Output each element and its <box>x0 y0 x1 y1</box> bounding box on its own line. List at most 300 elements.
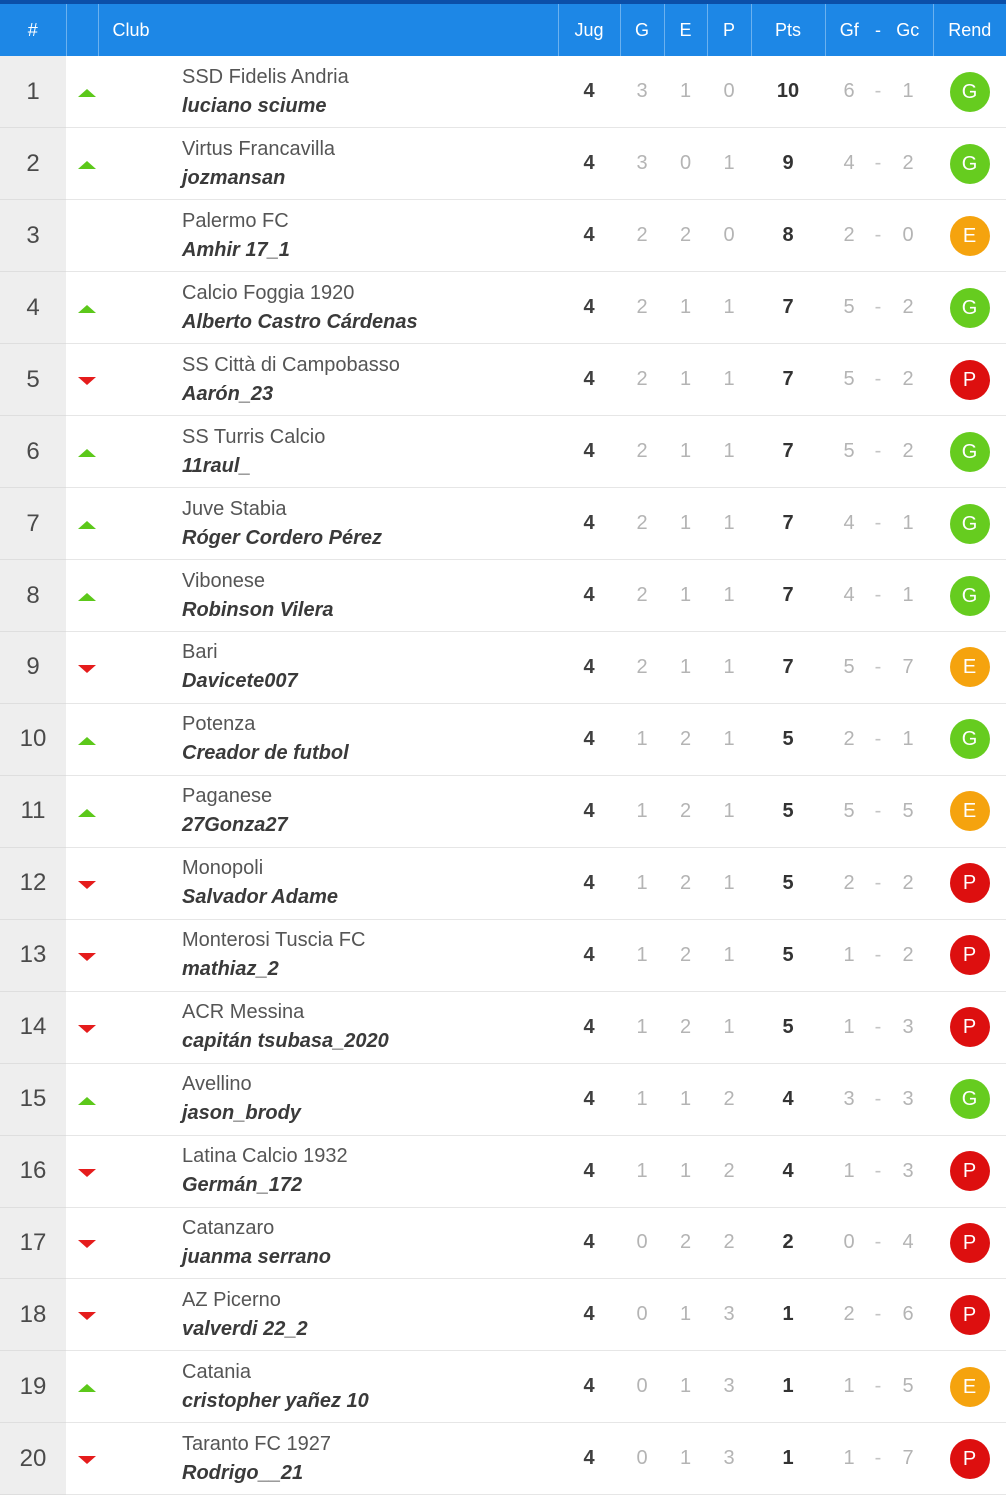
lost-cell: 1 <box>707 344 751 416</box>
form-cell <box>933 847 1006 919</box>
position-cell: 20 <box>0 1423 66 1495</box>
form-cell <box>933 488 1006 560</box>
goals-against-cell: 2 <box>883 344 933 416</box>
form-badge: P <box>950 1439 990 1479</box>
points-cell: 1 <box>751 1279 825 1351</box>
club-cell[interactable] <box>98 775 558 847</box>
goals-for-cell: 1 <box>825 919 873 991</box>
points-cell: 5 <box>751 703 825 775</box>
played-cell: 4 <box>558 1351 620 1423</box>
lost-cell: 3 <box>707 1279 751 1351</box>
goals-for-cell: 5 <box>825 632 873 704</box>
goals-for-cell: 5 <box>825 272 873 344</box>
trend-cell <box>66 488 98 560</box>
manager-name[interactable]: valverdi 22_2 <box>182 1317 308 1340</box>
club-cell[interactable] <box>98 1207 558 1279</box>
drawn-cell: 1 <box>664 632 707 704</box>
table-row[interactable] <box>0 272 1006 344</box>
goals-for-cell: 2 <box>825 847 873 919</box>
trend-cell <box>66 1135 98 1207</box>
team-name[interactable]: SS Turris Calcio <box>182 425 326 448</box>
position-cell: 13 <box>0 919 66 991</box>
club-cell[interactable] <box>98 847 558 919</box>
drawn-cell: 2 <box>664 847 707 919</box>
lost-cell: 1 <box>707 703 751 775</box>
points-cell: 4 <box>751 1063 825 1135</box>
drawn-cell: 2 <box>664 1207 707 1279</box>
won-cell: 0 <box>620 1279 664 1351</box>
played-cell: 4 <box>558 272 620 344</box>
manager-name[interactable]: Aarón_23 <box>182 382 274 405</box>
trend-cell <box>66 200 98 272</box>
goals-against-cell: 0 <box>883 200 933 272</box>
team-name[interactable]: Avellino <box>182 1073 252 1096</box>
table-row[interactable] <box>0 1279 1006 1351</box>
won-cell: 1 <box>620 775 664 847</box>
trend-cell <box>66 703 98 775</box>
header-pts[interactable]: Pts <box>751 4 825 56</box>
points-cell: 7 <box>751 344 825 416</box>
team-name[interactable]: Monopoli <box>182 857 264 880</box>
played-cell: 4 <box>558 1207 620 1279</box>
table-row[interactable] <box>0 488 1006 560</box>
goals-separator: - <box>873 1063 883 1135</box>
form-badge: P <box>950 1223 990 1263</box>
club-cell[interactable] <box>98 416 558 488</box>
form-badge: P <box>950 935 990 975</box>
won-cell: 3 <box>620 128 664 200</box>
position-cell: 14 <box>0 991 66 1063</box>
form-cell <box>933 1351 1006 1423</box>
team-name[interactable]: Monterosi Tuscia FC <box>182 929 366 952</box>
trend-cell <box>66 1423 98 1495</box>
lost-cell: 2 <box>707 1063 751 1135</box>
club-cell[interactable] <box>98 488 558 560</box>
lost-cell: 2 <box>707 1135 751 1207</box>
trend-up-icon <box>78 89 96 97</box>
team-name[interactable]: Virtus Francavilla <box>182 137 336 160</box>
form-cell <box>933 272 1006 344</box>
goals-separator: - <box>873 488 883 560</box>
position-cell: 16 <box>0 1135 66 1207</box>
goals-against-cell: 1 <box>883 56 933 128</box>
trend-down-icon <box>78 1240 96 1248</box>
played-cell: 4 <box>558 416 620 488</box>
table-row[interactable] <box>0 1063 1006 1135</box>
header-jug[interactable]: Jug <box>558 4 620 56</box>
form-badge: G <box>950 719 990 759</box>
trend-up-icon <box>78 737 96 745</box>
form-cell <box>933 56 1006 128</box>
table-row[interactable] <box>0 703 1006 775</box>
table-row[interactable] <box>0 919 1006 991</box>
team-name[interactable]: Vibonese <box>182 569 266 592</box>
goals-separator: - <box>873 1207 883 1279</box>
form-cell <box>933 200 1006 272</box>
goals-for-cell: 4 <box>825 488 873 560</box>
played-cell: 4 <box>558 1423 620 1495</box>
form-cell <box>933 416 1006 488</box>
drawn-cell: 2 <box>664 775 707 847</box>
manager-name[interactable]: Amhir 17_1 <box>182 238 290 261</box>
trend-cell <box>66 272 98 344</box>
table-row[interactable] <box>0 128 1006 200</box>
drawn-cell: 1 <box>664 560 707 632</box>
trend-cell <box>66 919 98 991</box>
club-cell[interactable] <box>98 703 558 775</box>
played-cell: 4 <box>558 200 620 272</box>
won-cell: 0 <box>620 1351 664 1423</box>
won-cell: 1 <box>620 919 664 991</box>
manager-name[interactable]: Creador de futbol <box>182 742 349 765</box>
manager-name[interactable]: Robinson Vilera <box>182 598 334 621</box>
club-cell[interactable] <box>98 272 558 344</box>
team-name[interactable]: Juve Stabia <box>182 497 287 520</box>
trend-cell <box>66 847 98 919</box>
trend-down-icon <box>78 1312 96 1320</box>
form-badge: E <box>950 791 990 831</box>
manager-name[interactable]: 27Gonza27 <box>182 814 288 837</box>
played-cell: 4 <box>558 1279 620 1351</box>
team-name[interactable]: ACR Messina <box>182 1001 305 1024</box>
club-cell[interactable] <box>98 344 558 416</box>
form-badge: E <box>950 216 990 256</box>
points-cell: 1 <box>751 1351 825 1423</box>
table-row[interactable] <box>0 560 1006 632</box>
position-cell: 1 <box>0 56 66 128</box>
manager-name[interactable]: Rodrigo__21 <box>182 1461 304 1484</box>
header-dash: - <box>875 19 881 40</box>
team-name[interactable]: Latina Calcio 1932 <box>182 1145 348 1168</box>
club-cell[interactable] <box>98 560 558 632</box>
table-row[interactable] <box>0 416 1006 488</box>
trend-up-icon <box>78 1384 96 1392</box>
goals-for-cell: 4 <box>825 560 873 632</box>
lost-cell: 1 <box>707 272 751 344</box>
goals-against-cell: 6 <box>883 1279 933 1351</box>
position-cell: 17 <box>0 1207 66 1279</box>
form-badge: E <box>950 1367 990 1407</box>
form-cell <box>933 128 1006 200</box>
team-name[interactable]: Bari <box>182 641 218 664</box>
played-cell: 4 <box>558 1135 620 1207</box>
goals-against-cell: 3 <box>883 991 933 1063</box>
goals-separator: - <box>873 56 883 128</box>
table-row[interactable] <box>0 1351 1006 1423</box>
table-row[interactable] <box>0 56 1006 128</box>
manager-name[interactable]: 11raul_ <box>182 454 251 477</box>
table-row[interactable] <box>0 200 1006 272</box>
goals-against-cell: 2 <box>883 919 933 991</box>
drawn-cell: 1 <box>664 1135 707 1207</box>
table-row[interactable] <box>0 775 1006 847</box>
won-cell: 0 <box>620 1207 664 1279</box>
table-row[interactable] <box>0 847 1006 919</box>
manager-name[interactable]: jason_brody <box>182 1102 301 1125</box>
played-cell: 4 <box>558 488 620 560</box>
played-cell: 4 <box>558 703 620 775</box>
won-cell: 1 <box>620 703 664 775</box>
form-cell <box>933 1063 1006 1135</box>
form-cell <box>933 632 1006 704</box>
club-cell[interactable] <box>98 991 558 1063</box>
form-badge: G <box>950 72 990 112</box>
lost-cell: 1 <box>707 560 751 632</box>
lost-cell: 0 <box>707 200 751 272</box>
points-cell: 7 <box>751 488 825 560</box>
won-cell: 1 <box>620 1063 664 1135</box>
trend-down-icon <box>78 881 96 889</box>
goals-against-cell: 1 <box>883 488 933 560</box>
drawn-cell: 1 <box>664 488 707 560</box>
trend-cell <box>66 344 98 416</box>
table-header <box>0 4 1006 56</box>
trend-cell <box>66 56 98 128</box>
manager-name[interactable]: mathiaz_2 <box>182 958 279 981</box>
trend-up-icon <box>78 521 96 529</box>
manager-name[interactable]: Alberto Castro Cárdenas <box>182 310 418 333</box>
header-club[interactable]: Club <box>98 4 558 56</box>
goals-separator: - <box>873 703 883 775</box>
club-cell[interactable] <box>98 1135 558 1207</box>
position-cell: 19 <box>0 1351 66 1423</box>
position-cell: 6 <box>0 416 66 488</box>
club-cell[interactable] <box>98 56 558 128</box>
form-cell <box>933 1423 1006 1495</box>
goals-against-cell: 1 <box>883 560 933 632</box>
trend-cell <box>66 1279 98 1351</box>
form-cell <box>933 560 1006 632</box>
team-name[interactable]: Calcio Foggia 1920 <box>182 281 355 304</box>
lost-cell: 1 <box>707 632 751 704</box>
club-cell[interactable] <box>98 200 558 272</box>
lost-cell: 1 <box>707 919 751 991</box>
goals-against-cell: 4 <box>883 1207 933 1279</box>
drawn-cell: 1 <box>664 1351 707 1423</box>
manager-name[interactable]: Germán_172 <box>182 1174 303 1197</box>
club-cell[interactable] <box>98 128 558 200</box>
position-cell: 9 <box>0 632 66 704</box>
form-badge: P <box>950 1295 990 1335</box>
goals-against-cell: 7 <box>883 632 933 704</box>
goals-separator: - <box>873 991 883 1063</box>
points-cell: 9 <box>751 128 825 200</box>
team-name[interactable]: Catanzaro <box>182 1216 275 1239</box>
trend-up-icon <box>78 161 96 169</box>
goals-separator: - <box>873 1423 883 1495</box>
trend-cell <box>66 1351 98 1423</box>
position-cell: 8 <box>0 560 66 632</box>
team-name[interactable]: SSD Fidelis Andria <box>182 65 349 88</box>
goals-for-cell: 5 <box>825 416 873 488</box>
form-badge: P <box>950 360 990 400</box>
goals-separator: - <box>873 128 883 200</box>
lost-cell: 1 <box>707 775 751 847</box>
team-name[interactable]: AZ Picerno <box>182 1288 281 1311</box>
manager-name[interactable]: cristopher yañez 10 <box>182 1389 369 1412</box>
club-cell[interactable] <box>98 632 558 704</box>
header-trend <box>66 4 98 56</box>
won-cell: 2 <box>620 344 664 416</box>
drawn-cell: 2 <box>664 919 707 991</box>
goals-separator: - <box>873 344 883 416</box>
goals-for-cell: 1 <box>825 991 873 1063</box>
won-cell: 2 <box>620 416 664 488</box>
manager-name[interactable]: Róger Cordero Pérez <box>182 526 383 549</box>
position-cell: 2 <box>0 128 66 200</box>
table-row[interactable] <box>0 1135 1006 1207</box>
manager-name[interactable]: capitán tsubasa_2020 <box>182 1030 389 1053</box>
form-badge: G <box>950 432 990 472</box>
points-cell: 7 <box>751 272 825 344</box>
goals-separator: - <box>873 919 883 991</box>
played-cell: 4 <box>558 632 620 704</box>
won-cell: 1 <box>620 847 664 919</box>
trend-up-icon <box>78 1097 96 1105</box>
club-cell[interactable] <box>98 1063 558 1135</box>
won-cell: 3 <box>620 56 664 128</box>
table-row[interactable] <box>0 1207 1006 1279</box>
goals-for-cell: 4 <box>825 128 873 200</box>
form-cell <box>933 1135 1006 1207</box>
header-e[interactable]: E <box>664 4 707 56</box>
manager-name[interactable]: jozmansan <box>182 166 286 189</box>
goals-for-cell: 1 <box>825 1423 873 1495</box>
team-name[interactable]: Paganese <box>182 785 273 808</box>
won-cell: 2 <box>620 272 664 344</box>
trend-up-icon <box>78 305 96 313</box>
goals-against-cell: 3 <box>883 1135 933 1207</box>
drawn-cell: 2 <box>664 703 707 775</box>
club-cell[interactable] <box>98 1351 558 1423</box>
form-cell <box>933 919 1006 991</box>
position-cell: 5 <box>0 344 66 416</box>
won-cell: 1 <box>620 1135 664 1207</box>
goals-for-cell: 3 <box>825 1063 873 1135</box>
drawn-cell: 1 <box>664 272 707 344</box>
played-cell: 4 <box>558 344 620 416</box>
form-cell <box>933 1279 1006 1351</box>
goals-against-cell: 5 <box>883 775 933 847</box>
won-cell: 0 <box>620 1423 664 1495</box>
position-cell: 11 <box>0 775 66 847</box>
points-cell: 7 <box>751 416 825 488</box>
club-cell[interactable] <box>98 919 558 991</box>
drawn-cell: 1 <box>664 344 707 416</box>
points-cell: 1 <box>751 1423 825 1495</box>
form-cell <box>933 775 1006 847</box>
manager-name[interactable]: juanma serrano <box>182 1245 331 1268</box>
goals-for-cell: 1 <box>825 1351 873 1423</box>
goals-for-cell: 2 <box>825 200 873 272</box>
goals-against-cell: 5 <box>883 1351 933 1423</box>
trend-down-icon <box>78 1025 96 1033</box>
team-name[interactable]: Taranto FC 1927 <box>182 1432 331 1455</box>
goals-separator: - <box>873 847 883 919</box>
trend-up-icon <box>78 449 96 457</box>
goals-against-cell: 3 <box>883 1063 933 1135</box>
trend-up-icon <box>78 593 96 601</box>
form-badge: P <box>950 863 990 903</box>
goals-separator: - <box>873 272 883 344</box>
header-p[interactable]: P <box>707 4 751 56</box>
trend-down-icon <box>78 377 96 385</box>
trend-cell <box>66 560 98 632</box>
played-cell: 4 <box>558 56 620 128</box>
trend-cell <box>66 1063 98 1135</box>
goals-separator: - <box>873 1279 883 1351</box>
header-gc[interactable]: Gc <box>896 19 920 40</box>
won-cell: 2 <box>620 488 664 560</box>
team-name[interactable]: Potenza <box>182 713 256 736</box>
points-cell: 5 <box>751 991 825 1063</box>
points-cell: 8 <box>751 200 825 272</box>
form-cell <box>933 991 1006 1063</box>
drawn-cell: 0 <box>664 128 707 200</box>
points-cell: 5 <box>751 919 825 991</box>
goals-against-cell: 1 <box>883 703 933 775</box>
form-cell <box>933 344 1006 416</box>
played-cell: 4 <box>558 128 620 200</box>
won-cell: 2 <box>620 632 664 704</box>
goals-for-cell: 2 <box>825 703 873 775</box>
goals-against-cell: 2 <box>883 416 933 488</box>
standings-table <box>0 4 1006 1495</box>
goals-separator: - <box>873 1135 883 1207</box>
position-cell: 10 <box>0 703 66 775</box>
points-cell: 2 <box>751 1207 825 1279</box>
played-cell: 4 <box>558 847 620 919</box>
trend-cell <box>66 775 98 847</box>
drawn-cell: 1 <box>664 416 707 488</box>
club-cell[interactable] <box>98 1279 558 1351</box>
header-g[interactable]: G <box>620 4 664 56</box>
team-name[interactable]: Palermo FC <box>182 209 289 232</box>
manager-name[interactable]: Davicete007 <box>182 670 298 693</box>
team-name[interactable]: Catania <box>182 1360 251 1383</box>
lost-cell: 0 <box>707 56 751 128</box>
header-pos[interactable]: # <box>27 19 38 40</box>
table-row[interactable] <box>0 1423 1006 1495</box>
goals-for-cell: 6 <box>825 56 873 128</box>
manager-name[interactable]: luciano sciume <box>182 94 327 117</box>
form-badge: G <box>950 288 990 328</box>
header-gf[interactable]: Gf <box>825 4 873 56</box>
trend-cell <box>66 1207 98 1279</box>
lost-cell: 1 <box>707 847 751 919</box>
goals-separator: - <box>873 1351 883 1423</box>
goals-for-cell: 5 <box>825 344 873 416</box>
form-badge: G <box>950 504 990 544</box>
table-row[interactable] <box>0 991 1006 1063</box>
club-cell[interactable] <box>98 1423 558 1495</box>
lost-cell: 1 <box>707 488 751 560</box>
lost-cell: 3 <box>707 1351 751 1423</box>
goals-against-cell: 2 <box>883 128 933 200</box>
manager-name[interactable]: Salvador Adame <box>182 886 338 909</box>
trend-down-icon <box>78 1456 96 1464</box>
trend-cell <box>66 128 98 200</box>
position-cell: 3 <box>0 200 66 272</box>
table-row[interactable] <box>0 632 1006 704</box>
table-row[interactable] <box>0 344 1006 416</box>
trend-cell <box>66 991 98 1063</box>
drawn-cell: 2 <box>664 200 707 272</box>
header-rend[interactable]: Rend <box>933 4 1006 56</box>
won-cell: 2 <box>620 560 664 632</box>
team-name[interactable]: SS Città di Campobasso <box>182 353 400 376</box>
played-cell: 4 <box>558 775 620 847</box>
